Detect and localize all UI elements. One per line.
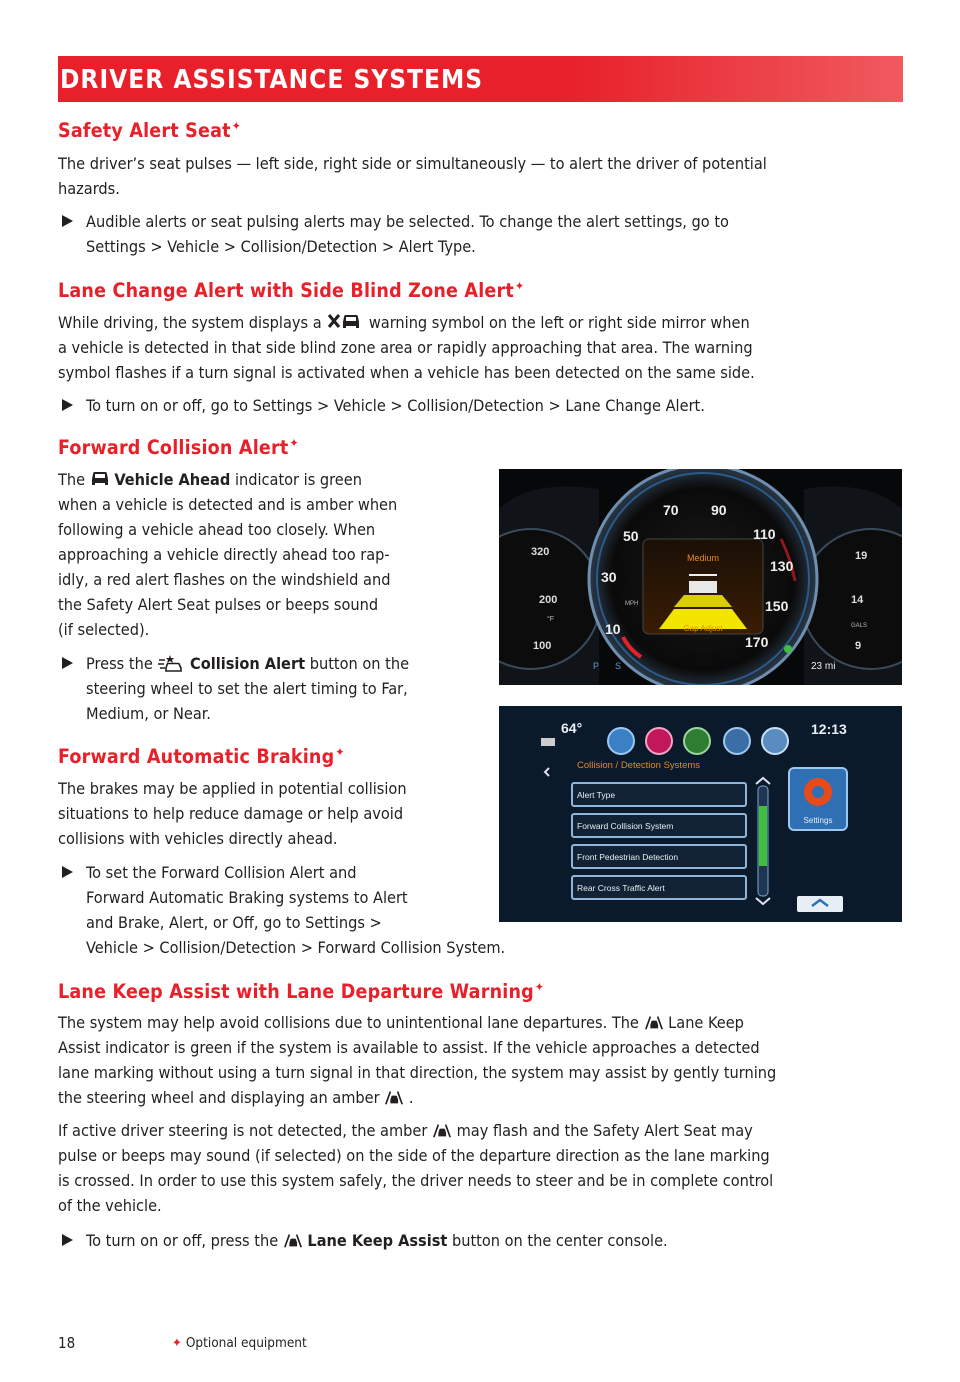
lane-keep-assist-icon xyxy=(644,1013,664,1031)
bullet-arrow-icon xyxy=(62,866,73,878)
lane-keep-assist-icon xyxy=(283,1231,303,1249)
cluster-odometer: 23 mi xyxy=(811,661,836,672)
page-number: 18 xyxy=(58,1334,76,1352)
section-banner xyxy=(58,56,903,102)
cluster-gal-label: GALS xyxy=(851,623,868,629)
optional-equipment-icon: ✦ xyxy=(335,745,345,759)
cluster-temp-label: 200 xyxy=(539,594,558,606)
cluster-temp-label: 100 xyxy=(533,640,552,652)
cluster-speed-label: 170 xyxy=(745,634,769,650)
optional-equipment-icon: ✦ xyxy=(172,1336,182,1351)
lane-keep-assist-icon xyxy=(432,1121,452,1139)
bullet-arrow-icon xyxy=(62,215,73,227)
cluster-speed-label: 90 xyxy=(711,502,727,518)
screen-header: Collision / Detection Systems xyxy=(577,760,701,771)
lane-keep-assist-icon xyxy=(384,1088,404,1106)
vehicle-ahead-icon xyxy=(90,470,110,488)
bullet-arrow-icon xyxy=(62,1234,73,1246)
optional-equipment-icon: ✦ xyxy=(289,436,299,450)
cluster-speed-label: 130 xyxy=(770,558,794,574)
cluster-mph-label: MPH xyxy=(625,601,639,607)
cluster-temp-unit: °F xyxy=(547,616,555,623)
instrument-cluster-photo xyxy=(499,469,902,685)
optional-equipment-icon: ✦ xyxy=(231,119,241,133)
screen-clock: 12:13 xyxy=(811,721,847,737)
fca-bullet: Press the Collision Alert button on the steering wheel to set the alert timing to Far, Medium, or Near. xyxy=(58,651,488,726)
lane-change-paragraph: While driving, the system displays a warning symbol on the left or right side mirror when a vehicle is detected in that side blind zone area or rapidly approaching that area. The warning symbol flashes if a turn signal is activated when a vehicle has been detected on the same side. xyxy=(58,313,755,382)
screen-settings-label: Settings xyxy=(803,816,833,825)
cluster-mode-label: Medium xyxy=(686,553,720,563)
fab-paragraph: The brakes may be applied in potential collision situations to help reduce damage or help avoid collisions with vehicles directly ahead. xyxy=(58,779,407,848)
cluster-speed-label: 50 xyxy=(623,528,639,544)
menu-item-rear-cross-traffic-alert: Rear Cross Traffic Alert xyxy=(571,875,747,900)
heading-safety-alert-seat: Safety Alert Seat✦ xyxy=(58,119,241,142)
cluster-speed-label: 30 xyxy=(601,569,617,585)
cluster-fuel-label: 9 xyxy=(855,640,862,652)
banner-title: DRIVER ASSISTANCE SYSTEMS xyxy=(60,65,484,95)
cluster-speed-label: 70 xyxy=(663,502,679,518)
cluster-gap-label: Gap Adjust xyxy=(683,624,723,633)
collision-alert-icon xyxy=(157,654,185,672)
safety-alert-paragraph: The driver’s seat pulses — left side, right side or simultaneously — to alert the driver of potential hazards. xyxy=(58,154,767,198)
cluster-fuel-label: 19 xyxy=(855,550,868,562)
instrument-cluster-illustration xyxy=(499,469,902,685)
cluster-speed-label: 110 xyxy=(753,526,776,542)
heading-forward-automatic-braking: Forward Automatic Braking✦ xyxy=(58,745,345,768)
fab-bullet: To set the Forward Collision Alert and Forward Automatic Braking systems to Alert and Brake, Alert, or Off, go to Settings > Vehicle > Collision/Detection > Forward Collision System. xyxy=(58,860,698,960)
cluster-speed-label: 150 xyxy=(765,598,789,614)
fca-paragraph: The Vehicle Ahead indicator is green when a vehicle is detected and is amber when following a vehicle ahead too closely. When approaching a vehicle directly ahead too rap- idly, a red alert flashes on the windshield and the Safety Alert Seat pulses or beeps sound (if selected). xyxy=(58,470,398,639)
menu-item-alert-type: Alert Type xyxy=(571,782,747,807)
lka-paragraph-2: If active driver steering is not detected, the amber may flash and the Safety Alert Seat may pulse or beeps may sound (if selected) on the side of the departure direction as the lane marking is crossed. In order to use this system safely, the driver needs to steer and be in complete control of the vehicle. xyxy=(58,1121,774,1215)
lka-bullet: To turn on or off, press the Lane Keep Assist button on the center console. xyxy=(58,1228,908,1253)
side-blind-zone-icon xyxy=(326,313,364,331)
footer-note: ✦ Optional equipment xyxy=(172,1335,307,1351)
cluster-temp-label: 320 xyxy=(531,546,550,558)
safety-alert-bullet: Audible alerts or seat pulsing alerts may be selected. To change the alert settings, go to Settings > Vehicle > Collision/Detection > Alert Type. xyxy=(58,209,729,259)
lka-paragraph-1: The system may help avoid collisions due to unintentional lane departures. The Lane Keep Assist indicator is green if the system is available to assist. If the vehicle approaches a detected lane marking without using a turn signal in that direction, the system may assist by gently turning the steering wheel and displaying an amber . xyxy=(58,1013,777,1107)
screen-temperature: 64° xyxy=(561,720,583,736)
bullet-arrow-icon xyxy=(62,399,73,411)
cluster-gear-p: P xyxy=(593,661,600,671)
cluster-speed-label: 10 xyxy=(605,621,621,637)
heading-lane-change-alert: Lane Change Alert with Side Blind Zone Alert✦ xyxy=(58,279,525,302)
cluster-fuel-label: 14 xyxy=(851,594,864,606)
menu-item-front-pedestrian-detection: Front Pedestrian Detection xyxy=(571,844,747,869)
bullet-arrow-icon xyxy=(62,657,73,669)
heading-forward-collision-alert: Forward Collision Alert✦ xyxy=(58,436,299,459)
optional-equipment-icon: ✦ xyxy=(514,279,525,293)
lane-change-bullet: To turn on or off, go to Settings > Vehicle > Collision/Detection > Lane Change Alert. xyxy=(58,393,705,418)
cluster-gear-s: S xyxy=(615,661,622,671)
menu-item-forward-collision-system: Forward Collision System xyxy=(571,813,747,838)
optional-equipment-icon: ✦ xyxy=(534,980,545,994)
heading-lane-keep-assist: Lane Keep Assist with Lane Departure Warning✦ xyxy=(58,980,545,1003)
